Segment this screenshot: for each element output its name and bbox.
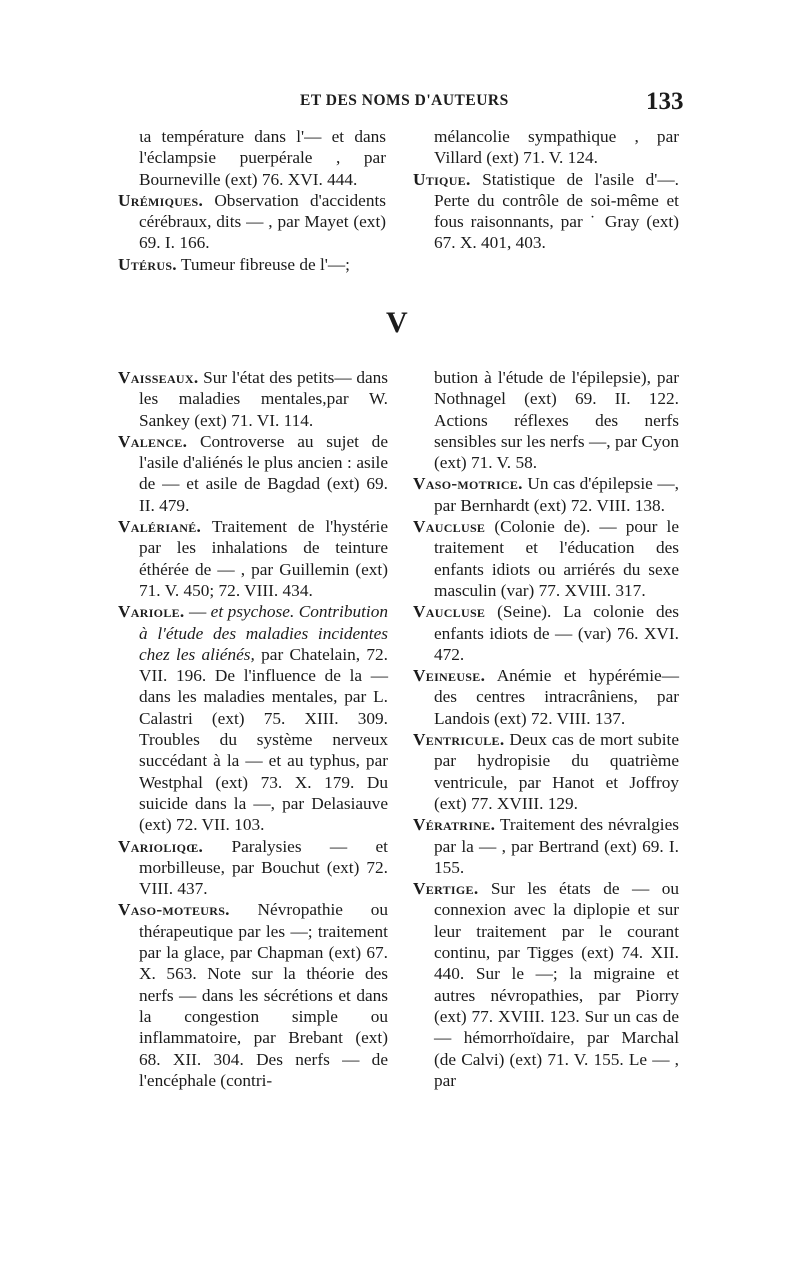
entry-heading: Vaisseaux. [118, 368, 199, 387]
index-entry [118, 899, 388, 1091]
top-right-column [413, 126, 679, 254]
index-entry [118, 126, 386, 190]
entry-text: Traitement des névralgies par la — , par Bertrand (ext) 69. I. 155. [434, 815, 679, 877]
main-right-column [413, 367, 679, 1091]
entry-italic-text: et psychose. Contribution à l'étude des maladies incidentes chez les aliénés, [139, 602, 388, 664]
entry-text: par Chatelain, 72. VII. 196. De l'influence de la — dans les maladies mentales, par L. Calastri (ext) 75. XIII. 309. Troubles du système nerveux succédant à la — et au typhus, par Westphal (ext) 73. X. 179. Du suicide dans la —, par Delasiauve (ext) 72. VII. 103. [139, 644, 388, 835]
index-entry [118, 516, 388, 601]
page-number: 133 [646, 88, 684, 115]
entry-text: Observation d'accidents cérébraux, dits — , par Mayet (ext) 69. I. 166. [139, 190, 386, 253]
entry-text: Tumeur fibreuse de l'—; [176, 254, 350, 274]
index-entry [413, 473, 679, 516]
entry-heading: Vératrine. [413, 815, 496, 835]
index-entry [413, 516, 679, 601]
index-entry [118, 431, 388, 516]
section-letter: V [386, 306, 408, 339]
index-entry [118, 254, 386, 275]
entry-text: ɩa température dans l'— et dans l'éclampsie puerpérale , par Bourneville (ext) 76. XVI. 444. [139, 127, 386, 189]
index-entry [413, 367, 679, 473]
entry-heading: Utique. [413, 169, 471, 189]
entry-text: Controverse au sujet de l'asile d'aliénés le plus ancien : asile de — et asile de Bagdad (ext) 69. II. 479. [139, 431, 388, 515]
entry-text: (Colonie de). — pour le traitement et l'éducation des enfants idiots ou arriérés du sexe masculin (var) 77. XVIII. 317. [434, 517, 679, 600]
index-entry [118, 601, 388, 835]
entry-text: Anémie et hypérémie— des centres intracrâniens, par Landois (ext) 72. VIII. 137. [434, 666, 679, 728]
entry-heading: Ventricule. [413, 730, 505, 750]
running-title: ET DES NOMS D'AUTEURS [300, 92, 509, 109]
index-entry [118, 190, 386, 254]
entry-heading: Variole. [118, 602, 185, 622]
entry-heading: Vaucluse [413, 517, 486, 537]
index-entry [413, 878, 679, 1091]
entry-heading: Utérus. [118, 254, 177, 274]
top-left-column [118, 126, 386, 275]
entry-text: mélancolie sympathique , par Villard (ext) 71. V. 124. [434, 127, 679, 168]
entry-heading: Vaso-moteurs. [118, 900, 230, 920]
entry-dash: — [184, 602, 211, 622]
entry-text: Sur les états de — ou connexion avec la diplopie et sur leur traitement par le courant continu, par Tigges (ext) 74. XII. 440. Sur le —; la migraine et autres névropathies, par Piorry (ext) 77. XVIII. 123. Sur un cas de — hémorrhoïdaire, par Marchal (de Calvi) (ext) 71. V. 155. Le — , par [434, 879, 679, 1090]
index-entry [413, 665, 679, 729]
index-entry [413, 729, 679, 814]
entry-heading: Vertige. [413, 879, 479, 899]
index-entry [413, 169, 679, 254]
index-entry [413, 601, 679, 665]
entry-text: Statistique de l'asile d'—. Perte du contrôle de soi-même et fous raisonnants, par ˙ Gray (ext) 67. X. 401, 403. [434, 169, 679, 253]
main-left-column [118, 367, 388, 1091]
entry-text: Paralysies — et morbilleuse, par Bouchut (ext) 72. VIII. 437. [139, 836, 388, 899]
entry-text: (Seine). La colonie des enfants idiots de — (var) 76. XVI. 472. [434, 602, 679, 664]
page-header [0, 88, 800, 118]
entry-text: Traitement de l'hystérie par les inhalations de teinture éthérée de — , par Guillemin (ext) 71. V. 450; 72. VIII. 434. [139, 517, 388, 600]
entry-heading: Valériané. [118, 517, 202, 537]
entry-text: bution à l'étude de l'épilepsie), par Nothnagel (ext) 69. II. 122. Actions réflexes des nerfs sensibles sur les nerfs —, par Cyon (ext) 71. V. 58. [434, 368, 679, 473]
entry-text: Deux cas de mort subite par hydropisie du quatrième ventricule, par Hanot et Joffroy (ext) 77. XVIII. 129. [434, 730, 679, 813]
entry-heading: Veineuse. [413, 666, 486, 686]
entry-heading: Valence. [118, 431, 188, 451]
entry-text: Sur l'état des petits— dans les maladies mentales,par W. Sankey (ext) 71. VI. 114. [139, 368, 388, 430]
index-entry [118, 367, 388, 431]
index-entry [413, 126, 679, 169]
entry-heading: Varioliqœ. [118, 836, 204, 856]
entry-text: Un cas d'épilepsie —, par Bernhardt (ext) 72. VIII. 138. [434, 474, 679, 515]
entry-heading: Vaucluse [413, 602, 486, 622]
index-entry [413, 814, 679, 878]
index-entry [118, 836, 388, 900]
entry-heading: Vaso-motrice. [413, 474, 523, 494]
entry-heading: Urémiques. [118, 190, 204, 210]
entry-text: Névropathie ou thérapeutique par les —; traitement par la glace, par Chapman (ext) 67. X. 563. Note sur la théorie des nerfs — dans les sécrétions et dans la congestion simple ou inflammatoire, par Brebant (ext) 68. XII. 304. Des nerfs — de l'encéphale (contri- [139, 900, 388, 1090]
